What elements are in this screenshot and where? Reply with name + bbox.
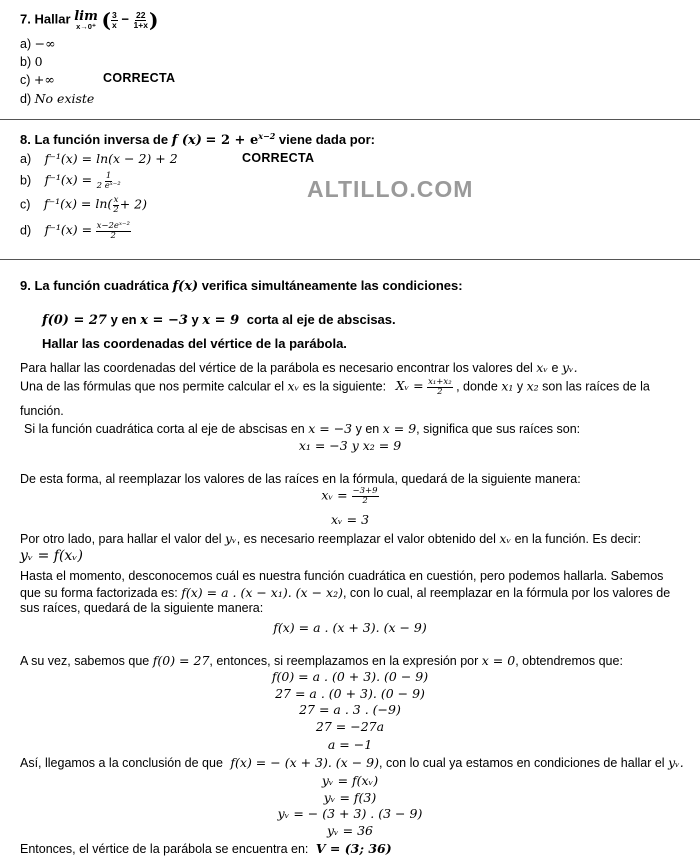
q9-paragraph-7 <box>20 653 623 668</box>
q9-eq-xv-lhs: xᵥ = <box>321 487 348 503</box>
q7-minus: − <box>121 11 129 27</box>
q9-p7-f0: f(0) = 27 <box>152 653 210 668</box>
q9-p2-x2: x₂ <box>526 378 539 394</box>
q9-eq-xv-frac <box>0 487 700 505</box>
q9-p6-post: , con lo cual, al reemplazar en la fórmula por los valores de <box>342 586 671 600</box>
q9-eq-factored: f(x) = a . (x + 3). (x − 9) <box>273 620 427 635</box>
q8-option-b-frac <box>96 172 122 190</box>
q9-p3-text: Si la función cuadrática corta al eje de abscisas en <box>24 422 305 436</box>
divider-q8-q9 <box>0 259 700 260</box>
q9-step-a: a = −1 <box>327 737 373 752</box>
q9-paragraph-8 <box>20 755 684 770</box>
q9-p2-y: y <box>516 379 524 394</box>
q8-title-exp: x−2 <box>258 131 276 141</box>
q9-p1-yv: yᵥ. <box>561 360 578 375</box>
q9-step-a: 27 = a . (0 + 3). (0 − 9) <box>275 686 425 701</box>
q9-subtitle: Hallar las coordenadas del vértice de la parábola. <box>42 336 347 351</box>
q8-option-b-lhs: f⁻¹(x) = <box>44 172 93 188</box>
q9-p6-eq: f(x) = a . (x − x₁). (x − x₂) <box>181 585 343 600</box>
q8-option-d-den: 2 <box>110 230 116 241</box>
q9-p5-text: Por otro lado, para hallar el valor del <box>20 532 222 546</box>
q7-option-value: +∞ <box>33 72 55 87</box>
q9-cond-y-en: y en <box>110 312 137 327</box>
q8-title-pre: 8. La función inversa de <box>20 132 169 147</box>
q8-option-letter: d) <box>20 223 32 238</box>
q9-eq-xv-fraction <box>352 487 379 505</box>
q9-conclusion <box>20 841 392 856</box>
q7-frac2-num: 22 <box>136 10 146 20</box>
q7-close-paren: ) <box>148 8 159 32</box>
q8-option-d-num: x−2eˣ⁻² <box>96 221 130 231</box>
q8-option-d-lhs: f⁻¹(x) = <box>44 222 93 238</box>
q8-option-letter: c) <box>20 197 31 212</box>
q8-option-c-den: 2 <box>113 204 119 215</box>
q8-title <box>20 131 375 148</box>
q8-option-b-num: 1 <box>105 171 112 181</box>
q7-option-letter: b) <box>20 55 32 69</box>
q9-eq-xv-result: xᵥ = 3 <box>330 512 370 527</box>
q9-p2-post: son las raíces de la <box>542 379 650 394</box>
q7-frac2-den: 1+x <box>133 19 148 30</box>
q9-p2-frac <box>427 378 453 396</box>
q7-option-a <box>20 36 56 51</box>
q7-option-value: 0 <box>34 54 43 69</box>
q9-p6-line3: sus raíces, quedará de la siguiente manera: <box>20 601 264 615</box>
q7-option-letter: a) <box>20 37 32 51</box>
q7-frac1 <box>111 11 118 29</box>
q7-option-letter: c) <box>20 73 31 87</box>
q7-open-paren: ( <box>101 8 111 32</box>
q9-p7-mid: , entonces, si reemplazamos en la expresión por <box>209 654 479 668</box>
q9-roots: x₁ = −3 y x₂ = 9 <box>298 438 402 453</box>
q7-lim-text: lim <box>74 8 98 24</box>
q7-correct-label: CORRECTA <box>103 71 176 85</box>
q9-step-b: yᵥ = f(xᵥ) <box>321 773 379 788</box>
q9-p7-post: , obtendremos que: <box>515 654 623 668</box>
q8-title-eq-text: = 2 + e <box>205 133 259 148</box>
q9-paragraph-3 <box>24 421 580 436</box>
q7-label: 7. Hallar <box>20 11 71 27</box>
q9-p1-text: Para hallar las coordenadas del vértice de la parábola es necesario encontrar los valores del <box>20 361 533 375</box>
q9-paragraph-1 <box>20 360 578 375</box>
q9-step-b: yᵥ = f(3) <box>323 790 377 805</box>
q8-option-b-den: 2 eˣ⁻² <box>96 180 121 191</box>
q9-step-b: yᵥ = 36 <box>326 823 374 838</box>
q9-step-a: 27 = a . 3 . (−9) <box>299 702 401 717</box>
q9-p8-post: , con lo cual ya estamos en condiciones de hallar el <box>379 756 665 770</box>
q9-p8-eq: f(x) = − (x + 3). (x − 9) <box>230 755 379 770</box>
q9-p5-mid: , es necesario reemplazar el valor obtenido del <box>236 532 496 546</box>
divider-q7-q8 <box>0 119 700 120</box>
q8-option-c-num: x <box>113 195 119 205</box>
q9-p5-post: en la función. Es decir: <box>514 532 642 546</box>
q9-eq-xv-num: −3+9 <box>352 486 378 496</box>
q9-p7-pre: A su vez, sabemos que <box>20 654 150 668</box>
q9-conditions <box>42 312 396 328</box>
q9-cond-y: y <box>191 312 199 327</box>
q9-p2-Xv: Xᵥ = <box>395 378 424 394</box>
q9-p2-continuation: función. <box>20 404 64 418</box>
q9-p8-yv: yᵥ. <box>668 755 684 770</box>
q9-p6-line1: Hasta el momento, desconocemos cuál es nuestra función cuadrática en cuestión, pero podemos hallarla. Sabemos <box>20 569 664 583</box>
q7-option-b <box>20 54 43 69</box>
q9-cond-x1: x = −3 <box>140 313 188 328</box>
q9-paragraph-2 <box>20 378 650 396</box>
q9-p7-x0: x = 0 <box>481 653 516 668</box>
q9-step-b: yᵥ = − (3 + 3) . (3 − 9) <box>277 806 423 821</box>
q9-p1-xv: xᵥ <box>536 360 549 375</box>
q9-p2-donde: , donde <box>456 379 498 394</box>
q8-option-d-frac <box>96 222 131 240</box>
q8-option-letter: a) <box>20 152 32 166</box>
q8-option-c <box>20 196 147 214</box>
q9-p3-mid: y en <box>355 422 380 436</box>
q8-title-eq <box>206 133 276 148</box>
q8-title-fx: f (x) <box>171 133 202 148</box>
watermark-logo: ALTILLO.COM <box>307 176 474 202</box>
q9-p6-line2 <box>20 585 670 600</box>
q9-p8-pre: Así, llegamos a la conclusión de que <box>20 756 223 770</box>
q7-option-value: No existe <box>34 91 95 106</box>
q7-title <box>20 8 158 32</box>
q7-limit <box>74 10 98 31</box>
q9-p2-num: x₁+x₂ <box>428 377 452 387</box>
q9-p5-equation: yᵥ = f(xᵥ) <box>20 548 83 564</box>
q8-option-c-frac <box>112 196 119 214</box>
q9-paragraph-5 <box>20 531 641 546</box>
q9-p5-xv: xᵥ <box>499 531 512 546</box>
q9-step-a: f(0) = a . (0 + 3). (0 − 9) <box>271 669 429 684</box>
q9-cond-f0: f(0) = 27 <box>42 313 107 328</box>
q9-title-pre: 9. La función cuadrática <box>20 278 169 293</box>
q8-correct-label: CORRECTA <box>242 151 315 165</box>
q8-option-d <box>20 222 131 240</box>
q9-cond-post: corta al eje de abscisas. <box>246 312 396 327</box>
q7-lim-sub: x→0⁺ <box>76 21 96 31</box>
q7-option-c <box>20 72 55 87</box>
q8-option-c-lhs: f⁻¹(x) = ln( <box>43 196 113 212</box>
q9-p3-x2: x = 9 <box>382 421 417 436</box>
q9-title-post: verifica simultáneamente las condiciones: <box>201 278 463 293</box>
q7-option-d <box>20 91 94 106</box>
q9-p2-xv: xᵥ <box>287 378 300 394</box>
q9-paragraph-4: De esta forma, al reemplazar los valores de las raíces en la fórmula, quedará de la siguiente manera: <box>20 472 581 486</box>
q7-frac2 <box>133 11 149 29</box>
q8-option-letter: b) <box>20 173 32 188</box>
q9-step-a: 27 = −27a <box>315 719 385 734</box>
q9-title-fx: f(x) <box>172 279 199 294</box>
q9-p3-x1: x = −3 <box>308 421 353 436</box>
q8-title-post: viene dada por: <box>278 132 375 147</box>
q9-conclusion-text: Entonces, el vértice de la parábola se encuentra en: <box>20 842 309 856</box>
q9-eq-xv-den: 2 <box>362 495 368 506</box>
q9-p1-e: e <box>551 361 559 375</box>
q9-p2-x1: x₁ <box>501 378 514 394</box>
q8-option-b <box>20 172 122 190</box>
q9-p3-post: , significa que sus raíces son: <box>416 422 581 436</box>
q9-vertex: V = (3; 36) <box>315 841 392 856</box>
q7-frac1-den: x <box>111 19 117 30</box>
q9-p2-text: Una de las fórmulas que nos permite calcular el <box>20 379 285 394</box>
q9-cond-x2: x = 9 <box>202 313 240 328</box>
q7-option-value: −∞ <box>34 36 56 51</box>
q8-option-c-rhs: + 2) <box>119 196 147 212</box>
q7-option-letter: d) <box>20 92 32 106</box>
q9-p5-yv: yᵥ <box>225 531 237 546</box>
q9-p2-mid: es la siguiente: <box>302 379 387 394</box>
q8-option-a-expr: f⁻¹(x) = ln(x − 2) + 2 <box>44 151 178 166</box>
q7-frac1-num: 3 <box>111 10 117 20</box>
q9-title <box>20 278 463 294</box>
q9-p6-pre: que su forma factorizada es: <box>20 586 178 600</box>
q9-p2-den: 2 <box>437 386 443 397</box>
q8-option-a <box>20 151 178 166</box>
